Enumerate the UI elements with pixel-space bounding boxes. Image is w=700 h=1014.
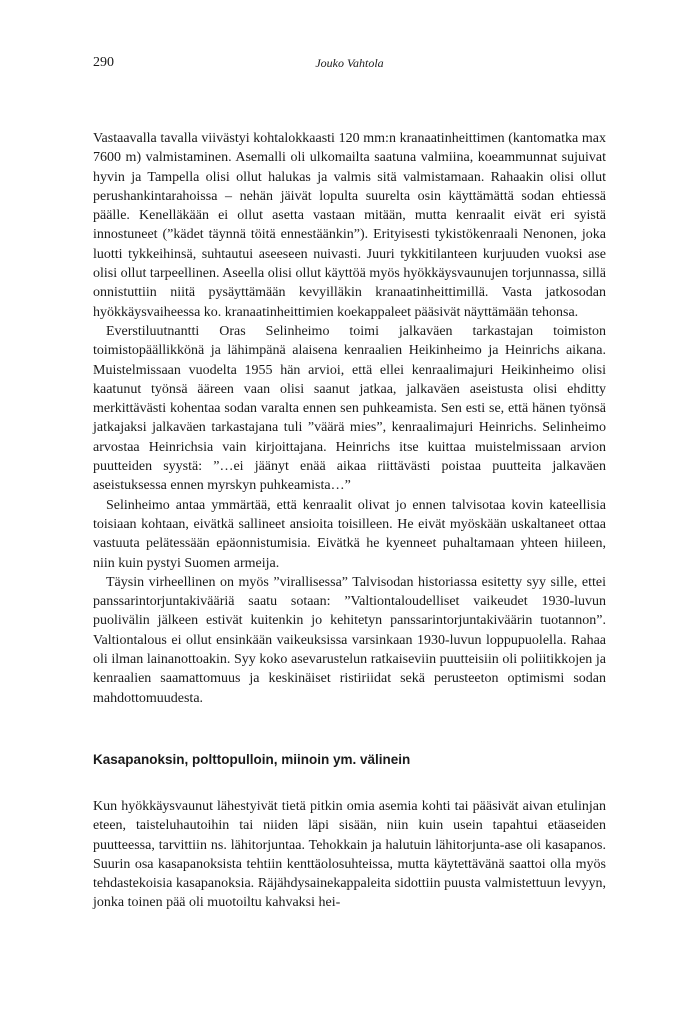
- page-header: [93, 55, 606, 73]
- body-paragraph-4: Täysin virheellinen on myös ”virallisessa” Talvisodan historiassa esitetty syy sille, ettei panssarintorjuntakivääriä saatu sotaan: ”Valtiontaloudelliset vaikeudet 1930-luvun puolivälin jälkeen estivät kuitenkin jo kehitetyn panssarintorjuntakiväärin tuotannon”. Valtiontalous ei ollut ensinkään vaikeuksissa varsinkaan 1930-luvun loppupuolella. Rahaa oli ilman lainanottoakin. Syy koko asevarustelun ratkaiseviin puutteisiin oli poliitikkojen ja kenraalien saamattomuus ja keskinäiset ristiriidat sekä perusteeton optimismi sodan mahdottomuudesta.: [93, 574, 606, 706]
- page-body: [93, 129, 606, 913]
- section-paragraph-1: Kun hyökkäysvaunut lähestyivät tietä pitkin omia asemia kohti tai pääsivät aivan etulinjan eteen, taisteluhautoihin tai niiden läpi sisään, niin kuin usein tapahtui etäaseiden puutteessa, tarvittiin ns. lähitorjuntaa. Tehokkain ja halutuin lähitorjunta-ase oli kasapanos. Suurin osa kasapanoksista tehtiin kenttäolosuhteissa, mutta käytettävänä saattoi olla myös tehdastekoisia kasapanoksia. Räjähdysainekappaleita sidottiin puusta valmistettuun levyyn, jonka toinen pää oli muotoiltu kahvaksi hei-: [93, 798, 606, 911]
- running-head: Jouko Vahtola: [315, 56, 384, 70]
- section-heading: Kasapanoksin, polttopulloin, miinoin ym. välinein: [93, 751, 411, 767]
- body-paragraph-3: Selinheimo antaa ymmärtää, että kenraalit olivat jo ennen talvisotaa kovin kateellisia toisiaan kohtaan, eivätkä sallineet ansioita toisilleen. He eivät myöskään uskaltaneet ottaa vastuuta pelätessään epäonnistumisia. Eivätkä he kyenneet puhaltamaan yhteen hiileen, niin kuin pystyi Suomen armeija.: [93, 497, 606, 571]
- body-paragraph-1: Vastaavalla tavalla viivästyi kohtalokkaasti 120 mm:n kranaatinheittimen (kantomatka max 7600 m) valmistaminen. Asemalli oli ulkomailta saatuna valmiina, koeammunnat sujuivat hyvin ja Tampella olisi ollut halukas ja valmis sitä valmistamaan. Rahaakin olisi ollut perushankintarahoissa – nehän jäivät lopulta suurelta osin käyttämättä sodan ehtiessä päälle. Kenelläkään ei ollut asetta vastaan mitään, mutta kenraalit eivät eri syistä innostuneet (”kädet täynnä töitä ennestäänkin”). Erityisesti tykistökenraali Nenonen, joka luotti tykkeihinsä, suhtautui aseeseen nuivasti. Juuri tykkitilanteen kurjuuden vuoksi ase olisi ollut tarpeellinen. Aseella olisi ollut käyttöä myös hyökkäysvaunujen torjunnassa, sillä onnistuttiin niitä pysäyttämään kevyilläkin kranaatinheittimillä. Vasta jatkosodan hyökkäysvaiheessa ko. kranaatinheittimien koekappaleet pääsivät näyttämään tehonsa.: [93, 131, 606, 320]
- body-paragraph-2: Everstiluutnantti Oras Selinheimo toimi jalkaväen tarkastajan toimiston toimistopäällikkönä ja lähimpänä alaisena kenraalien Heikinheimo ja Heinrichs aikana. Muistelmissaan vuodelta 1955 hän arvioi, että ellei kenraalimajuri Heikinheimo olisi kaatunut työnsä ääreen vaan olisi saanut jatkaa, jalkaväen aseistusta olisi ehditty merkittävästi kohentaa sodan varalta ennen sen puhkeamista. Sen esti se, että hänen työnsä jatkajaksi jalkaväen tarkastajana tuli ”väärä mies”, kenraalimajuri Heinrichs. Selinheimo arvostaa Heinrichsia vain kirjoittajana. Heinrichs itse kuittaa muistelmissaan arvion puutteiden syystä: ”…ei jäänyt enää aikaa riittävästi poistaa puutteita jalkaväen aseistuksessa ennen myrskyn puhkeamista…”: [93, 323, 606, 494]
- page-number: 290: [93, 55, 114, 70]
